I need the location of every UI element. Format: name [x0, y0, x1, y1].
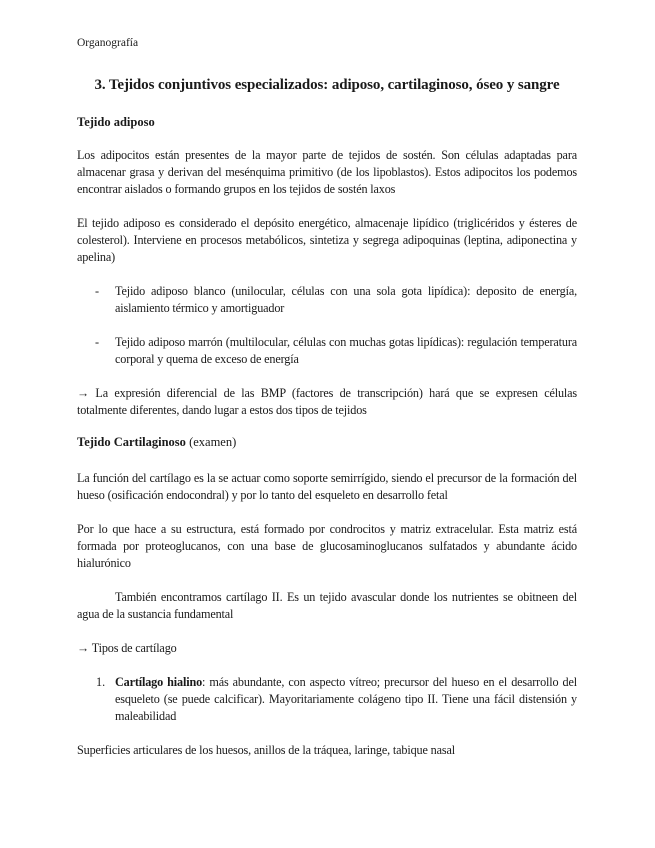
page-title: 3. Tejidos conjuntivos especializados: adiposo, cartilaginoso, óseo y sangre	[94, 77, 560, 93]
bullet-marker: -	[95, 335, 100, 349]
paragraph-cartilaginoso-4: Superficies articulares de los huesos, anillos de la tráquea, laringe, tabique nasal	[77, 743, 455, 757]
page-header: Organografía	[77, 37, 139, 49]
list-item-hialino	[115, 674, 577, 725]
heading-note: (examen)	[185, 435, 237, 449]
types-label: → Tipos de cartílago	[77, 641, 177, 655]
section-heading-adiposo: Tejido adiposo	[77, 115, 155, 129]
paragraph-adiposo-1: Los adipocitos están presentes de la mayor parte de tejidos de sostén. Son células adaptadas para almacenar grasa y derivan del mesénquima primitivo (de los lipoblastos). Estos adipocitos los podemos encontrar aislados o formando grupos en los tejidos de sostén laxos	[77, 148, 577, 196]
paragraph-cartilaginoso-3: También encontramos cartílago II. Es un tejido avascular donde los nutrientes se obitneen del agua de la sustancia fundamental	[77, 590, 577, 621]
list-item-description: : más abundante, con aspecto vítreo; precursor del hueso en el desarrollo del esqueleto (se puede calcificar). Mayoritariamente colágeno tipo II. Tiene una fácil distensión y maleabilidad	[115, 675, 577, 723]
bullet-item-blanco: Tejido adiposo blanco (unilocular, células con una sola gota lipídica): deposito de energía, aislamiento térmico y amortiguador	[115, 284, 577, 315]
bullet-item-marron: Tejido adiposo marrón (multilocular, células con muchas gotas lipídicas): regulación temperatura corporal y quema de exceso de energía	[115, 335, 577, 366]
section-heading-cartilaginoso	[77, 435, 236, 450]
bullet-marker: -	[95, 284, 100, 298]
heading-text: Tejido Cartilaginoso	[77, 435, 186, 449]
list-item-term: Cartílago hialino	[115, 675, 203, 689]
list-number: 1.	[96, 675, 106, 689]
paragraph-adiposo-3: → La expresión diferencial de las BMP (factores de transcripción) hará que se expresen células totalmente diferentes, dando lugar a estos dos tipos de tejidos	[77, 386, 577, 417]
paragraph-adiposo-2: El tejido adiposo es considerado el depósito energético, almacenaje lipídico (triglicéridos y ésteres de colesterol). Interviene en procesos metabólicos, sintetiza y segrega adipoquinas (leptina, adiponectina y apelina)	[77, 216, 577, 264]
paragraph-cartilaginoso-1: La función del cartílago es la se actuar como soporte semirrígido, siendo el precursor de la formación del hueso (osificación endocondral) y por lo tanto del esqueleto en desarrollo fetal	[77, 471, 577, 502]
paragraph-cartilaginoso-2: Por lo que hace a su estructura, está formado por condrocitos y matriz extracelular. Esta matriz está formada por proteoglucanos, con una base de glucosaminoglucanos sulfatados y abundante ácido hialurónico	[77, 522, 577, 570]
